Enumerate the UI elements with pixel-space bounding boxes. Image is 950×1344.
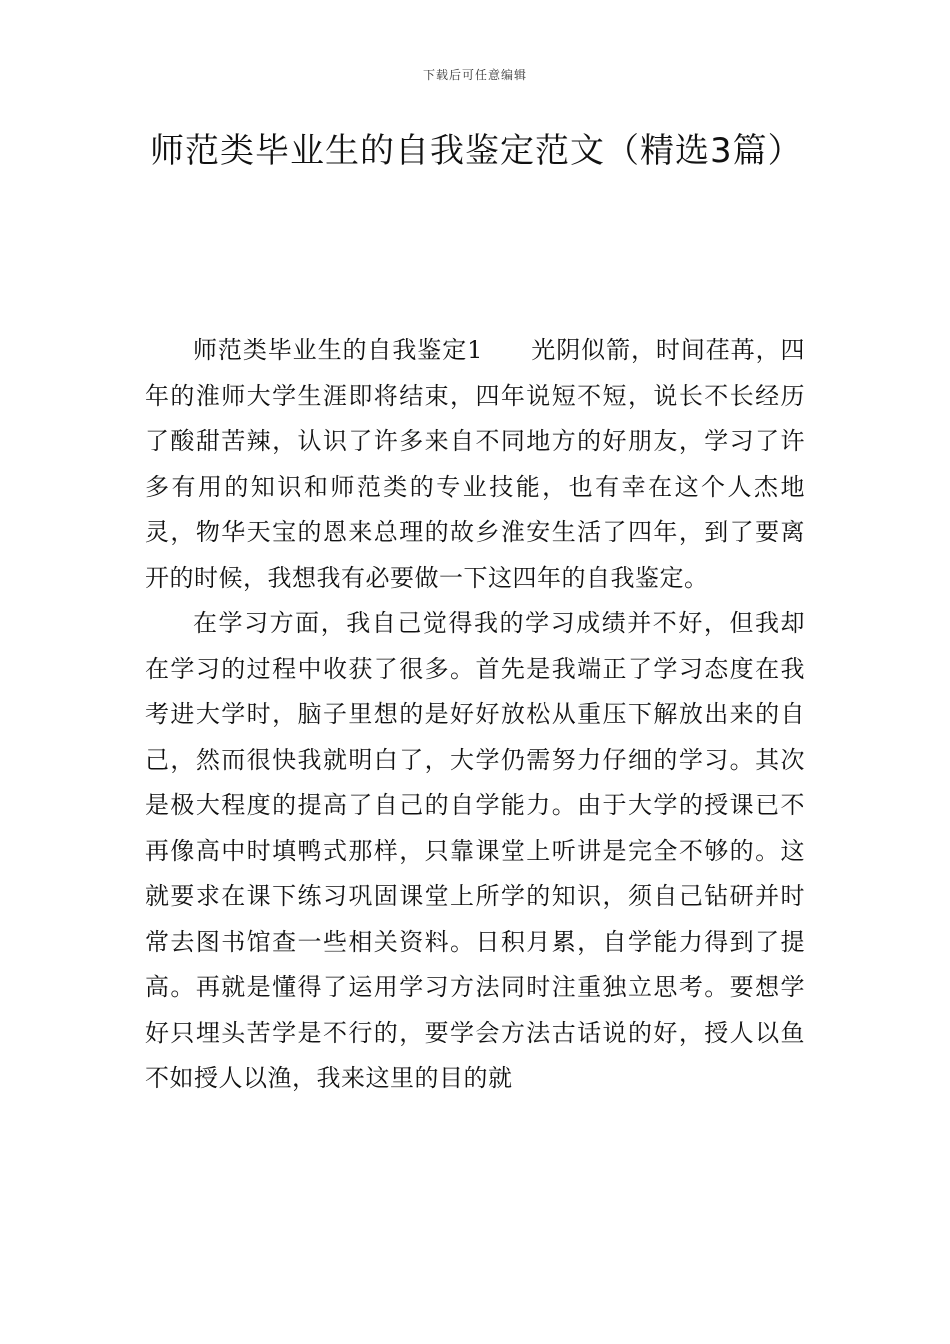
paragraph-text: 光阴似箭，时间荏苒，四年的淮师大学生涯即将结束，四年说短不短，说长不长经历了酸甜苦辣，认识了许多来自不同地方的好朋友，学习了许多有用的知识和师范类的专业技能，也有幸在这个人杰地灵，物华天宝的恩来总理的故乡淮安生活了四年，到了要离开的时候，我想我有必要做一下这四年的自我鉴定。 [145,336,805,592]
document-title: 师范类毕业生的自我鉴定范文（精选3篇） [150,131,803,171]
paragraph [145,328,805,601]
paragraph [145,601,805,1102]
section-heading: 师范类毕业生的自我鉴定1 [193,336,483,364]
paragraph-text: 在学习方面，我自己觉得我的学习成绩并不好，但我却在学习的过程中收获了很多。首先是我端正了学习态度在我考进大学时，脑子里想的是好好放松从重压下解放出来的自己，然而很快我就明白了，大学仍需努力仔细的学习。其次是极大程度的提高了自己的自学能力。由于大学的授课已不再像高中时填鸭式那样，只靠课堂上听讲是完全不够的。这就要求在课下练习巩固课堂上所学的知识，须自己钻研并时常去图书馆查一些相关资料。日积月累，自学能力得到了提高。再就是懂得了运用学习方法同时注重独立思考。要想学好只埋头苦学是不行的，要学会方法古话说的好，授人以鱼不如授人以渔，我来这里的目的就 [145,609,805,1092]
header-note: 下载后可任意编辑 [422,68,527,82]
document-body [145,328,805,1102]
